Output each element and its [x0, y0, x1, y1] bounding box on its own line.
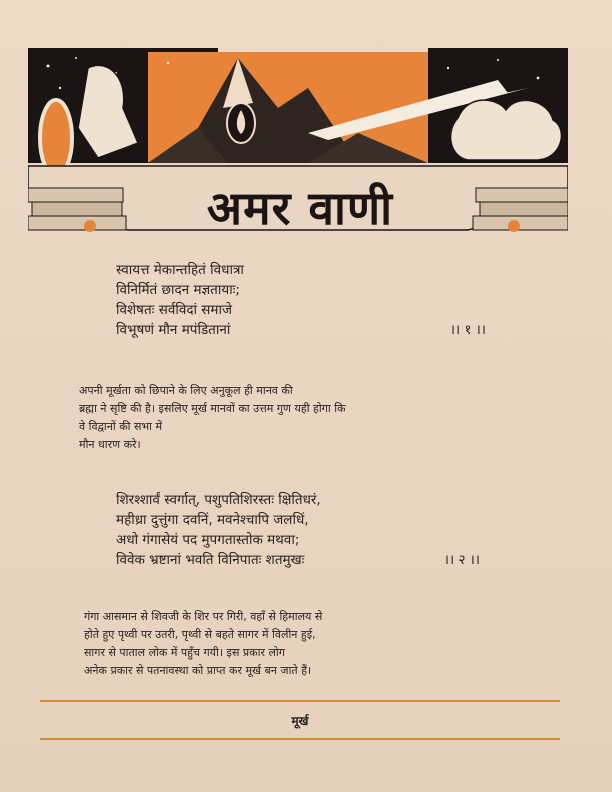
verse-line: [116, 320, 486, 340]
verse-line: स्वायत्त मेकान्तहितं विधात्रा: [116, 262, 244, 278]
books-right: [473, 188, 568, 230]
translation-2: [84, 608, 544, 680]
paragraph-line: अनेक प्रकार से पतनावस्था को प्राप्त कर मूर्ख बन जाते हैं।: [84, 664, 312, 677]
verse-line: शिरश्शार्वं स्वर्गात्, पशुपतिशिरस्तः क्षितिधरं,: [116, 492, 321, 508]
books-left: [28, 188, 126, 230]
cloud-figure: [451, 100, 562, 160]
verse-line: विशेषतः सर्वविदां समाजे: [116, 302, 233, 318]
verse-number: ।। १ ।।: [449, 322, 486, 338]
verse-2: [116, 490, 480, 570]
paragraph-line: होते हुए पृथ्वी पर उतरी, पृथ्वी से बहते सागर में विलीन हुई,: [84, 628, 316, 641]
translation-1: [79, 382, 559, 454]
divider-top: [40, 700, 560, 702]
flower-icon: [84, 220, 96, 232]
verse-1: [116, 260, 486, 340]
paragraph-line: मौन धारण करे।: [79, 438, 141, 451]
verse-line: [116, 550, 480, 570]
paragraph-line: गंगा आसमान से शिवजी के शिर पर गिरी, वहाँ से हिमालय से: [84, 610, 323, 623]
paragraph-line: ब्रह्मा ने सृष्टि की है। इसलिए मूर्ख मानवों का उत्तम गुण यही होगा कि: [79, 402, 346, 415]
paragraph-line: वे विद्वानों की सभा में: [79, 420, 163, 433]
paragraph-line: सागर से पाताल लोक में पहुँच गयी। इस प्रकार लोग: [84, 646, 285, 659]
paragraph-line: अपनी मूर्खता को छिपाने के लिए अनुकूल ही मानव की: [79, 384, 293, 397]
divider-bottom: [40, 738, 560, 740]
halo-icon: [40, 100, 72, 176]
verse-line: विनिर्मितं छादन मज्ञतायाः;: [116, 282, 240, 298]
page-title: अमर वाणी: [206, 181, 394, 235]
verse-line: महीध्रा दुत्तुंगा दवनिं, मवनेश्चापि जलधिं,: [116, 512, 309, 528]
footer-label: मूर्ख: [291, 714, 309, 728]
verse-line: अधो गंगासेयं पद मुपगतास्तोक मथवा;: [116, 532, 300, 548]
verse-line-text: विवेक भ्रष्टानां भवति विनिपातः शतमुखः: [116, 552, 305, 568]
verse-number: ।। २ ।।: [443, 552, 480, 568]
flower-icon: [508, 220, 520, 232]
verse-line-text: विभूषणं मौन मपंडितानां: [116, 322, 231, 338]
